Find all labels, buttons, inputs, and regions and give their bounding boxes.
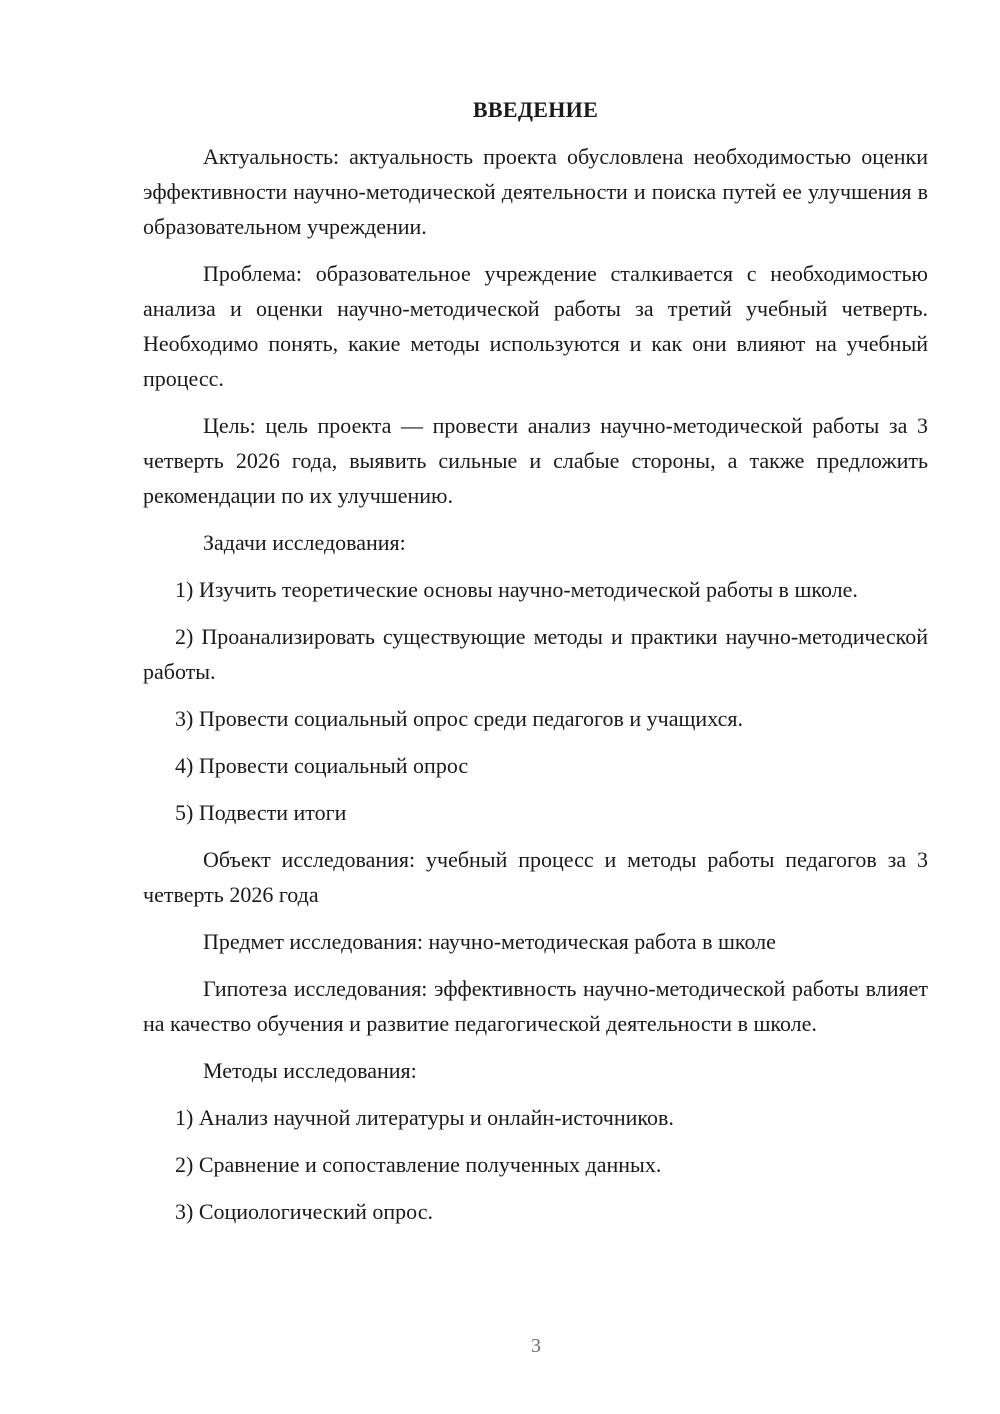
page-content	[143, 92, 928, 1241]
paragraph-hypothesis: Гипотеза исследования: эффективность научно-методической работы влияет на качество обучения и развитие педагогической деятельности в школе.	[143, 976, 928, 1036]
paragraph-relevance: Актуальность: актуальность проекта обусловлена необходимостью оценки эффективности научно-методической деятельности и поиска путей ее улучшения в образовательном учреждении.	[143, 144, 928, 239]
paragraph-goal: Цель: цель проекта — провести анализ научно-методической работы за 3 четверть 2026 года, выявить сильные и слабые стороны, а также предложить рекомендации по их улучшению.	[143, 413, 928, 508]
task-item-5: 5) Подвести итоги	[175, 800, 347, 825]
method-item-2: 2) Сравнение и сопоставление полученных данных.	[175, 1152, 662, 1177]
method-item-1: 1) Анализ научной литературы и онлайн-источников.	[175, 1105, 674, 1130]
task-item-2: 2) Проанализировать существующие методы и практики научно-методической работы.	[143, 624, 928, 684]
paragraph-object: Объект исследования: учебный процесс и методы работы педагогов за 3 четверть 2026 года	[143, 847, 928, 907]
task-item-3: 3) Провести социальный опрос среди педагогов и учащихся.	[175, 706, 743, 731]
task-item-1: 1) Изучить теоретические основы научно-методической работы в школе.	[175, 577, 858, 602]
page-number: 3	[531, 1335, 541, 1357]
paragraph-problem: Проблема: образовательное учреждение сталкивается с необходимостью анализа и оценки научно-методической работы за третий учебный четверть. Необходимо понять, какие методы используются и как они влияют на учебный процесс.	[143, 261, 928, 391]
task-item-4: 4) Провести социальный опрос	[175, 753, 469, 778]
paragraph-subject: Предмет исследования: научно-методическая работа в школе	[203, 929, 776, 954]
method-item-3: 3) Социологический опрос.	[175, 1199, 433, 1224]
methods-heading: Методы исследования:	[203, 1058, 417, 1083]
tasks-heading: Задачи исследования:	[203, 530, 406, 555]
section-heading: ВВЕДЕНИЕ	[472, 97, 599, 122]
